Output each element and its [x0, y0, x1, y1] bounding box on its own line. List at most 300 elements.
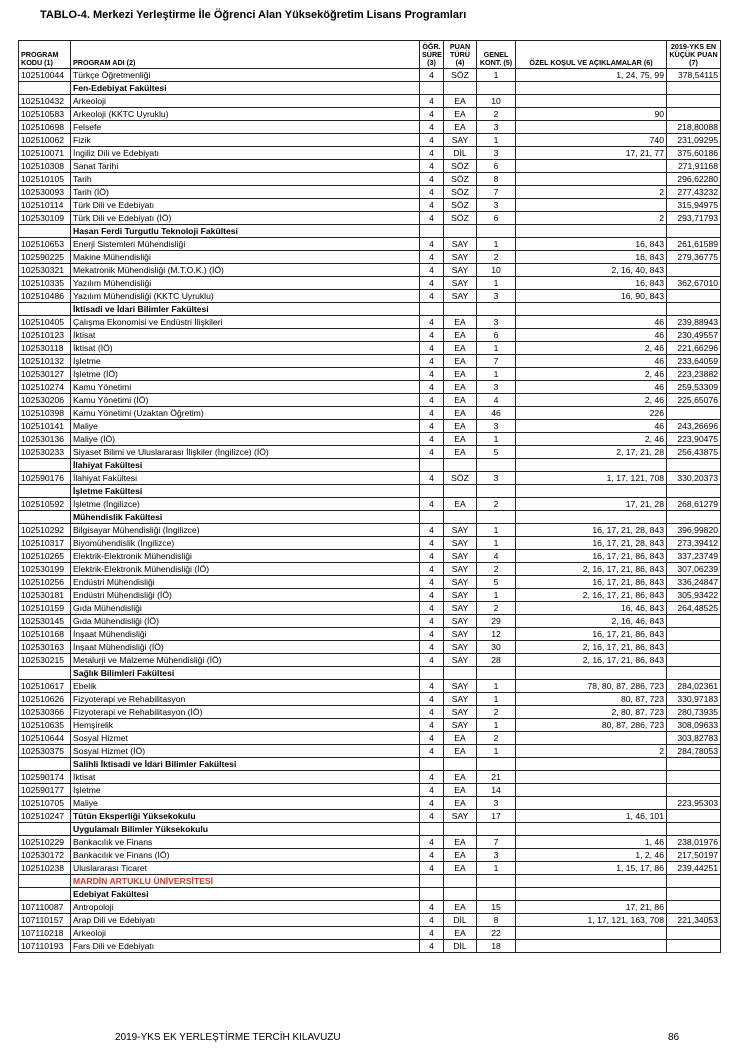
- min-score-cell: 293,71793: [667, 212, 721, 225]
- min-score-cell: 230,49557: [667, 329, 721, 342]
- score-type-cell: [444, 459, 477, 472]
- quota-cell: 2: [477, 251, 516, 264]
- program-name-cell: Tütün Eksperliği Yüksekokulu: [71, 810, 420, 823]
- program-code-cell: 102510229: [19, 836, 71, 849]
- score-type-cell: EA: [444, 329, 477, 342]
- min-score-cell: 296,62280: [667, 173, 721, 186]
- program-code-cell: 102510132: [19, 355, 71, 368]
- table-row: [19, 836, 721, 849]
- quota-cell: 7: [477, 836, 516, 849]
- program-code-cell: 102510168: [19, 628, 71, 641]
- min-score-cell: [667, 784, 721, 797]
- quota-cell: [477, 888, 516, 901]
- quota-cell: [477, 459, 516, 472]
- faculty-header-row: [19, 823, 721, 836]
- min-score-cell: 233,64059: [667, 355, 721, 368]
- duration-cell: 4: [420, 472, 444, 485]
- conditions-cell: 1, 17, 121, 163, 708: [516, 914, 667, 927]
- quota-cell: 3: [477, 849, 516, 862]
- program-name-cell: Bankacılık ve Finans: [71, 836, 420, 849]
- conditions-cell: 16, 90, 843: [516, 290, 667, 303]
- conditions-cell: [516, 121, 667, 134]
- score-type-cell: EA: [444, 342, 477, 355]
- program-code-cell: 107110087: [19, 901, 71, 914]
- program-name-cell: Endüstri Mühendisliği: [71, 576, 420, 589]
- min-score-cell: 223,23882: [667, 368, 721, 381]
- duration-cell: [420, 823, 444, 836]
- program-code-cell: 102510705: [19, 797, 71, 810]
- conditions-cell: 1, 2, 46: [516, 849, 667, 862]
- table-body: [19, 69, 721, 953]
- program-code-cell: 102510698: [19, 121, 71, 134]
- quota-cell: 1: [477, 69, 516, 82]
- program-code-cell: [19, 459, 71, 472]
- score-type-cell: EA: [444, 433, 477, 446]
- duration-cell: 4: [420, 849, 444, 862]
- min-score-cell: 277,43232: [667, 186, 721, 199]
- program-name-cell: İnşaat Mühendisliği: [71, 628, 420, 641]
- program-name-cell: Türkçe Öğretmenliği: [71, 69, 420, 82]
- col-header-score-type: PUAN TÜRÜ (4): [444, 41, 477, 69]
- conditions-cell: 2: [516, 745, 667, 758]
- conditions-cell: [516, 95, 667, 108]
- quota-cell: 4: [477, 394, 516, 407]
- program-name-cell: Metalurji ve Malzeme Mühendisliği (İÖ): [71, 654, 420, 667]
- score-type-cell: EA: [444, 498, 477, 511]
- program-name-cell: Maliye: [71, 420, 420, 433]
- program-code-cell: 102530215: [19, 654, 71, 667]
- duration-cell: 4: [420, 628, 444, 641]
- program-code-cell: 102510405: [19, 316, 71, 329]
- duration-cell: 4: [420, 901, 444, 914]
- score-type-cell: [444, 888, 477, 901]
- score-type-cell: EA: [444, 316, 477, 329]
- duration-cell: [420, 511, 444, 524]
- program-code-cell: 102530206: [19, 394, 71, 407]
- program-name-cell: Türk Dili ve Edebiyatı (İÖ): [71, 212, 420, 225]
- program-code-cell: 102530181: [19, 589, 71, 602]
- conditions-cell: 2: [516, 186, 667, 199]
- conditions-cell: 16, 17, 21, 28, 843: [516, 537, 667, 550]
- program-name-cell: İktisat: [71, 771, 420, 784]
- program-name-cell: İşletme: [71, 355, 420, 368]
- min-score-cell: 330,97183: [667, 693, 721, 706]
- conditions-cell: 2, 16, 17, 21, 86, 843: [516, 654, 667, 667]
- faculty-header-row: [19, 667, 721, 680]
- program-code-cell: 107110157: [19, 914, 71, 927]
- score-type-cell: SAY: [444, 576, 477, 589]
- table-row: [19, 849, 721, 862]
- min-score-cell: 239,44251: [667, 862, 721, 875]
- program-name-cell: Fizyoterapi ve Rehabilitasyon (İÖ): [71, 706, 420, 719]
- duration-cell: [420, 225, 444, 238]
- min-score-cell: [667, 303, 721, 316]
- table-row: [19, 420, 721, 433]
- min-score-cell: 221,66296: [667, 342, 721, 355]
- duration-cell: 4: [420, 927, 444, 940]
- program-code-cell: 102510265: [19, 550, 71, 563]
- conditions-cell: 16, 17, 21, 28, 843: [516, 524, 667, 537]
- conditions-cell: 16, 17, 21, 86, 843: [516, 628, 667, 641]
- quota-cell: 3: [477, 472, 516, 485]
- duration-cell: 4: [420, 771, 444, 784]
- score-type-cell: EA: [444, 420, 477, 433]
- program-code-cell: 102510317: [19, 537, 71, 550]
- program-code-cell: 102510044: [19, 69, 71, 82]
- min-score-cell: 303,82783: [667, 732, 721, 745]
- conditions-cell: 90: [516, 108, 667, 121]
- duration-cell: 4: [420, 693, 444, 706]
- program-name-cell: Edebiyat Fakültesi: [71, 888, 420, 901]
- quota-cell: 18: [477, 940, 516, 953]
- score-type-cell: [444, 511, 477, 524]
- table-row: [19, 550, 721, 563]
- faculty-header-row: [19, 82, 721, 95]
- duration-cell: 4: [420, 810, 444, 823]
- program-code-cell: 102510432: [19, 95, 71, 108]
- score-type-cell: SAY: [444, 290, 477, 303]
- score-type-cell: EA: [444, 784, 477, 797]
- program-code-cell: 102530375: [19, 745, 71, 758]
- table-row: [19, 394, 721, 407]
- program-name-cell: Kamu Yönetimi: [71, 381, 420, 394]
- table-row: [19, 719, 721, 732]
- footer-guide-title: 2019-YKS EK YERLEŞTİRME TERCİH KILAVUZU: [115, 1032, 341, 1043]
- quota-cell: 1: [477, 342, 516, 355]
- program-code-cell: 102510335: [19, 277, 71, 290]
- duration-cell: 4: [420, 836, 444, 849]
- min-score-cell: [667, 407, 721, 420]
- table-row: [19, 901, 721, 914]
- program-name-cell: Enerji Sistemleri Mühendisliği: [71, 238, 420, 251]
- min-score-cell: [667, 511, 721, 524]
- table-row: [19, 771, 721, 784]
- program-name-cell: Arkeoloji: [71, 95, 420, 108]
- min-score-cell: 223,90475: [667, 433, 721, 446]
- score-type-cell: EA: [444, 797, 477, 810]
- score-type-cell: SAY: [444, 537, 477, 550]
- table-row: [19, 784, 721, 797]
- table-row: [19, 940, 721, 953]
- min-score-cell: [667, 641, 721, 654]
- score-type-cell: SAY: [444, 134, 477, 147]
- conditions-cell: 80, 87, 723: [516, 693, 667, 706]
- table-row: [19, 108, 721, 121]
- min-score-cell: 284,02361: [667, 680, 721, 693]
- program-name-cell: Çalışma Ekonomisi ve Endüstri İlişkileri: [71, 316, 420, 329]
- conditions-cell: [516, 784, 667, 797]
- program-name-cell: İlahiyat Fakültesi: [71, 459, 420, 472]
- program-name-cell: Mühendislik Fakültesi: [71, 511, 420, 524]
- program-code-cell: 102530118: [19, 342, 71, 355]
- program-code-cell: 102530136: [19, 433, 71, 446]
- program-name-cell: Antropoloji: [71, 901, 420, 914]
- duration-cell: [420, 485, 444, 498]
- quota-cell: 15: [477, 901, 516, 914]
- quota-cell: [477, 823, 516, 836]
- conditions-cell: [516, 797, 667, 810]
- program-name-cell: Salihli İktisadi ve İdari Bilimler Fakültesi: [71, 758, 420, 771]
- quota-cell: 6: [477, 329, 516, 342]
- table-row: [19, 212, 721, 225]
- program-name-cell: İşletme: [71, 784, 420, 797]
- duration-cell: [420, 303, 444, 316]
- duration-cell: [420, 875, 444, 888]
- program-name-cell: Fen-Edebiyat Fakültesi: [71, 82, 420, 95]
- min-score-cell: 231,09295: [667, 134, 721, 147]
- quota-cell: [477, 225, 516, 238]
- duration-cell: 4: [420, 524, 444, 537]
- duration-cell: 4: [420, 797, 444, 810]
- conditions-cell: [516, 940, 667, 953]
- program-code-cell: [19, 758, 71, 771]
- program-name-cell: Sanat Tarihi: [71, 160, 420, 173]
- quota-cell: 2: [477, 706, 516, 719]
- program-code-cell: 102510105: [19, 173, 71, 186]
- duration-cell: 4: [420, 420, 444, 433]
- duration-cell: 4: [420, 212, 444, 225]
- min-score-cell: [667, 901, 721, 914]
- program-code-cell: 102510141: [19, 420, 71, 433]
- min-score-cell: 239,88943: [667, 316, 721, 329]
- conditions-cell: 16, 843: [516, 238, 667, 251]
- score-type-cell: EA: [444, 446, 477, 459]
- duration-cell: 4: [420, 251, 444, 264]
- table-row: [19, 95, 721, 108]
- duration-cell: 4: [420, 199, 444, 212]
- table-row: [19, 589, 721, 602]
- score-type-cell: [444, 82, 477, 95]
- program-name-cell: İktisat: [71, 329, 420, 342]
- min-score-cell: [667, 290, 721, 303]
- quota-cell: 1: [477, 862, 516, 875]
- duration-cell: [420, 888, 444, 901]
- quota-cell: 28: [477, 654, 516, 667]
- score-type-cell: DİL: [444, 914, 477, 927]
- conditions-cell: [516, 303, 667, 316]
- score-type-cell: SAY: [444, 563, 477, 576]
- quota-cell: 1: [477, 589, 516, 602]
- quota-cell: 2: [477, 498, 516, 511]
- table-row: [19, 563, 721, 576]
- min-score-cell: [667, 264, 721, 277]
- program-name-cell: İşletme Fakültesi: [71, 485, 420, 498]
- score-type-cell: EA: [444, 771, 477, 784]
- program-name-cell: Türk Dili ve Edebiyatı: [71, 199, 420, 212]
- program-name-cell: Arap Dili ve Edebiyatı: [71, 914, 420, 927]
- table-row: [19, 342, 721, 355]
- table-row: [19, 797, 721, 810]
- program-name-cell: Gıda Mühendisliği (İÖ): [71, 615, 420, 628]
- program-name-cell: Elektrik-Elektronik Mühendisliği (İÖ): [71, 563, 420, 576]
- program-code-cell: 102530163: [19, 641, 71, 654]
- program-code-cell: 102510292: [19, 524, 71, 537]
- score-type-cell: EA: [444, 862, 477, 875]
- conditions-cell: 46: [516, 355, 667, 368]
- quota-cell: 2: [477, 108, 516, 121]
- score-type-cell: SAY: [444, 719, 477, 732]
- conditions-cell: 17, 21, 28: [516, 498, 667, 511]
- quota-cell: [477, 875, 516, 888]
- quota-cell: 21: [477, 771, 516, 784]
- program-name-cell: Maliye (İÖ): [71, 433, 420, 446]
- score-type-cell: EA: [444, 732, 477, 745]
- score-type-cell: SÖZ: [444, 472, 477, 485]
- program-name-cell: Yazılım Mühendisliği: [71, 277, 420, 290]
- quota-cell: [477, 485, 516, 498]
- program-code-cell: 102510071: [19, 147, 71, 160]
- min-score-cell: 279,36775: [667, 251, 721, 264]
- program-code-cell: [19, 485, 71, 498]
- min-score-cell: 307,06239: [667, 563, 721, 576]
- score-type-cell: SAY: [444, 550, 477, 563]
- min-score-cell: 225,65076: [667, 394, 721, 407]
- min-score-cell: 375,60186: [667, 147, 721, 160]
- quota-cell: 1: [477, 433, 516, 446]
- table-row: [19, 316, 721, 329]
- score-type-cell: EA: [444, 407, 477, 420]
- program-name-cell: Sosyal Hizmet: [71, 732, 420, 745]
- min-score-cell: 378,54115: [667, 69, 721, 82]
- score-type-cell: [444, 667, 477, 680]
- score-type-cell: SÖZ: [444, 173, 477, 186]
- score-type-cell: [444, 485, 477, 498]
- quota-cell: 3: [477, 199, 516, 212]
- conditions-cell: [516, 160, 667, 173]
- duration-cell: 4: [420, 238, 444, 251]
- program-name-cell: Tarih (İÖ): [71, 186, 420, 199]
- conditions-cell: 16, 17, 21, 86, 843: [516, 550, 667, 563]
- min-score-cell: 305,93422: [667, 589, 721, 602]
- programs-table: [18, 40, 721, 953]
- min-score-cell: [667, 628, 721, 641]
- table-row: [19, 329, 721, 342]
- quota-cell: 1: [477, 368, 516, 381]
- faculty-header-row: [19, 511, 721, 524]
- program-code-cell: [19, 875, 71, 888]
- conditions-cell: 80, 87, 286, 723: [516, 719, 667, 732]
- min-score-cell: 336,24847: [667, 576, 721, 589]
- table-row: [19, 160, 721, 173]
- table-row: [19, 628, 721, 641]
- program-name-cell: MARDİN ARTUKLU ÜNİVERSİTESİ: [71, 875, 420, 888]
- min-score-cell: [667, 823, 721, 836]
- quota-cell: 2: [477, 602, 516, 615]
- program-code-cell: 102510308: [19, 160, 71, 173]
- score-type-cell: SAY: [444, 693, 477, 706]
- quota-cell: 1: [477, 238, 516, 251]
- program-name-cell: Elektrik-Elektronik Mühendisliği: [71, 550, 420, 563]
- duration-cell: 4: [420, 589, 444, 602]
- program-code-cell: 102510159: [19, 602, 71, 615]
- quota-cell: 29: [477, 615, 516, 628]
- program-code-cell: 102510635: [19, 719, 71, 732]
- quota-cell: 7: [477, 186, 516, 199]
- duration-cell: 4: [420, 329, 444, 342]
- conditions-cell: 46: [516, 329, 667, 342]
- duration-cell: 4: [420, 407, 444, 420]
- score-type-cell: SAY: [444, 706, 477, 719]
- duration-cell: 4: [420, 914, 444, 927]
- program-name-cell: Maliye: [71, 797, 420, 810]
- min-score-cell: [667, 875, 721, 888]
- table-row: [19, 862, 721, 875]
- program-code-cell: [19, 511, 71, 524]
- quota-cell: 5: [477, 446, 516, 459]
- program-code-cell: [19, 667, 71, 680]
- quota-cell: 1: [477, 134, 516, 147]
- program-name-cell: Biyomühendislik (İngilizce): [71, 537, 420, 550]
- min-score-cell: [667, 225, 721, 238]
- quota-cell: 4: [477, 550, 516, 563]
- program-code-cell: 107110193: [19, 940, 71, 953]
- duration-cell: 4: [420, 355, 444, 368]
- program-name-cell: Bankacılık ve Finans (İÖ): [71, 849, 420, 862]
- table-row: [19, 69, 721, 82]
- min-score-cell: 256,43875: [667, 446, 721, 459]
- score-type-cell: SÖZ: [444, 186, 477, 199]
- min-score-cell: 223,95303: [667, 797, 721, 810]
- faculty-header-row: [19, 303, 721, 316]
- duration-cell: 4: [420, 732, 444, 745]
- min-score-cell: 315,94975: [667, 199, 721, 212]
- min-score-cell: 238,01976: [667, 836, 721, 849]
- duration-cell: 4: [420, 537, 444, 550]
- program-code-cell: 102530145: [19, 615, 71, 628]
- duration-cell: 4: [420, 433, 444, 446]
- quota-cell: [477, 511, 516, 524]
- quota-cell: 3: [477, 147, 516, 160]
- table-row: [19, 706, 721, 719]
- score-type-cell: SAY: [444, 238, 477, 251]
- conditions-cell: 2, 46: [516, 368, 667, 381]
- quota-cell: 30: [477, 641, 516, 654]
- program-name-cell: Tarih: [71, 173, 420, 186]
- conditions-cell: 2, 80, 87, 723: [516, 706, 667, 719]
- program-code-cell: 102530172: [19, 849, 71, 862]
- conditions-cell: 2: [516, 212, 667, 225]
- min-score-cell: 337,23749: [667, 550, 721, 563]
- score-type-cell: SAY: [444, 615, 477, 628]
- min-score-cell: [667, 771, 721, 784]
- conditions-cell: 2, 17, 21, 28: [516, 446, 667, 459]
- program-name-cell: Kamu Yönetimi (Uzaktan Öğretim): [71, 407, 420, 420]
- program-code-cell: 102510644: [19, 732, 71, 745]
- university-header-row: [19, 875, 721, 888]
- program-name-cell: Uluslararası Ticaret: [71, 862, 420, 875]
- score-type-cell: SAY: [444, 524, 477, 537]
- col-header-name: PROGRAM ADI (2): [71, 41, 420, 69]
- min-score-cell: 268,61279: [667, 498, 721, 511]
- score-type-cell: EA: [444, 927, 477, 940]
- score-type-cell: [444, 875, 477, 888]
- duration-cell: 4: [420, 563, 444, 576]
- faculty-header-row: [19, 485, 721, 498]
- conditions-cell: 740: [516, 134, 667, 147]
- score-type-cell: SAY: [444, 602, 477, 615]
- table-row: [19, 810, 721, 823]
- page-number: 86: [668, 1032, 680, 1043]
- conditions-cell: 17, 21, 86: [516, 901, 667, 914]
- duration-cell: 4: [420, 862, 444, 875]
- conditions-cell: [516, 732, 667, 745]
- program-code-cell: 102530233: [19, 446, 71, 459]
- score-type-cell: EA: [444, 394, 477, 407]
- program-code-cell: 102510653: [19, 238, 71, 251]
- quota-cell: 3: [477, 420, 516, 433]
- conditions-cell: 46: [516, 381, 667, 394]
- program-code-cell: 102510123: [19, 329, 71, 342]
